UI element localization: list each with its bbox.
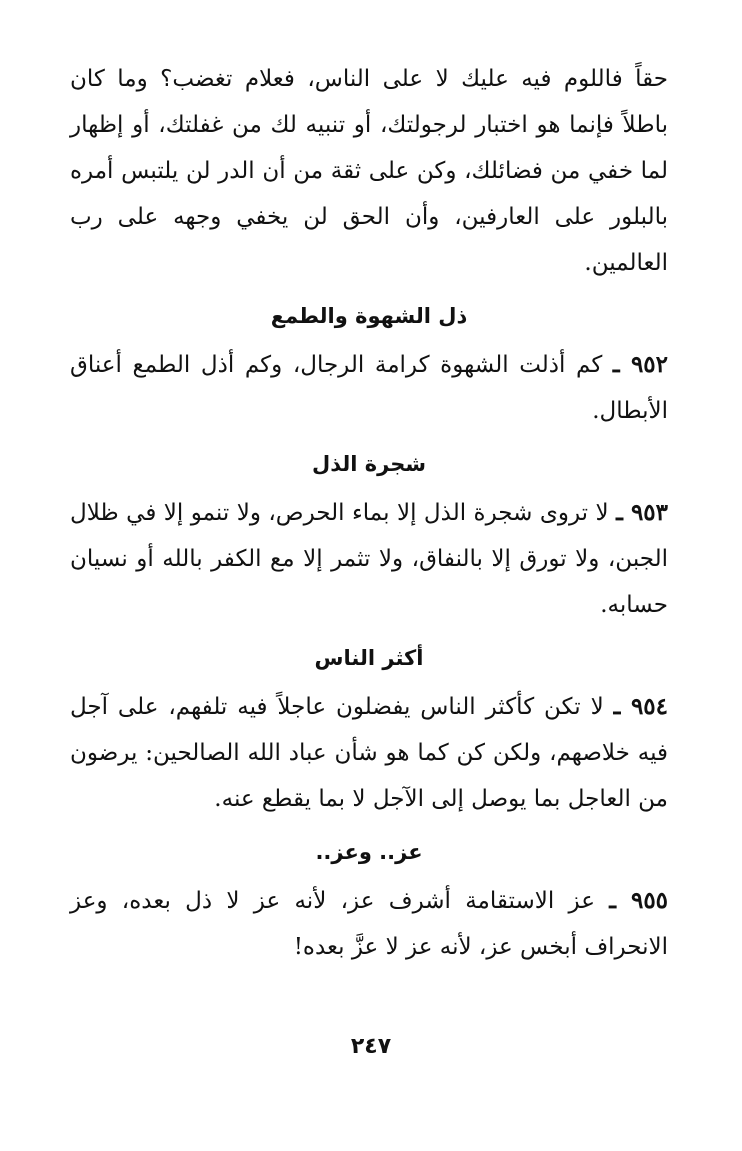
aphorism-953 <box>70 490 668 628</box>
aphorism-number: ٩٥٢ ـ <box>612 351 669 378</box>
section-heading-honor: عز.. وعز.. <box>315 840 423 864</box>
aphorism-text: كم أذلت الشهوة كرامة الرجال، وكم أذل الطمع أعناق الأبطال. <box>70 352 668 424</box>
aphorism-number: ٩٥٥ ـ <box>609 887 669 914</box>
page-body <box>70 56 668 970</box>
page-number: ٢٤٧ <box>350 1034 392 1059</box>
aphorism-954 <box>70 684 668 822</box>
aphorism-number: ٩٥٣ ـ <box>616 499 669 526</box>
aphorism-text: لا تروى شجرة الذل إلا بماء الحرص، ولا تنمو إلا في ظلال الجبن، ولا تورق إلا بالنفاق، ولا تثمر إلا مع الكفر بالله أو نسيان حسابه. <box>70 500 668 618</box>
aphorism-955 <box>70 878 668 970</box>
aphorism-text: عز الاستقامة أشرف عز، لأنه عز لا ذل بعده، وعز الانحراف أبخس عز، لأنه عز لا عزَّ بعده! <box>70 888 668 960</box>
section-heading-most-people: أكثر الناس <box>314 646 424 670</box>
aphorism-text: لا تكن كأكثر الناس يفضلون عاجلاً فيه تلفهم، على آجل فيه خلاصهم، ولكن كن كما هو شأن عباد الله الصالحين: يرضون من العاجل بما يوصل إلى الآجل لا بما يقطع عنه. <box>70 694 668 812</box>
section-heading-desire-greed: ذل الشهوة والطمع <box>270 304 468 328</box>
intro-paragraph: حقاً فاللوم فيه عليك لا على الناس، فعلام تغضب؟ وما كان باطلاً فإنما هو اختبار لرجولتك، أو تنبيه لك من غفلتك، أو إظهار لما خفي من فضائلك، وكن على ثقة من أن الدر لن يلتبس أمره بالبلور على العارفين، وأن الحق لن يخفي وجهه على رب العالمين. <box>70 66 668 276</box>
aphorism-952 <box>70 342 668 434</box>
aphorism-number: ٩٥٤ ـ <box>613 693 669 720</box>
section-heading-tree-of-humiliation: شجرة الذل <box>312 452 426 476</box>
